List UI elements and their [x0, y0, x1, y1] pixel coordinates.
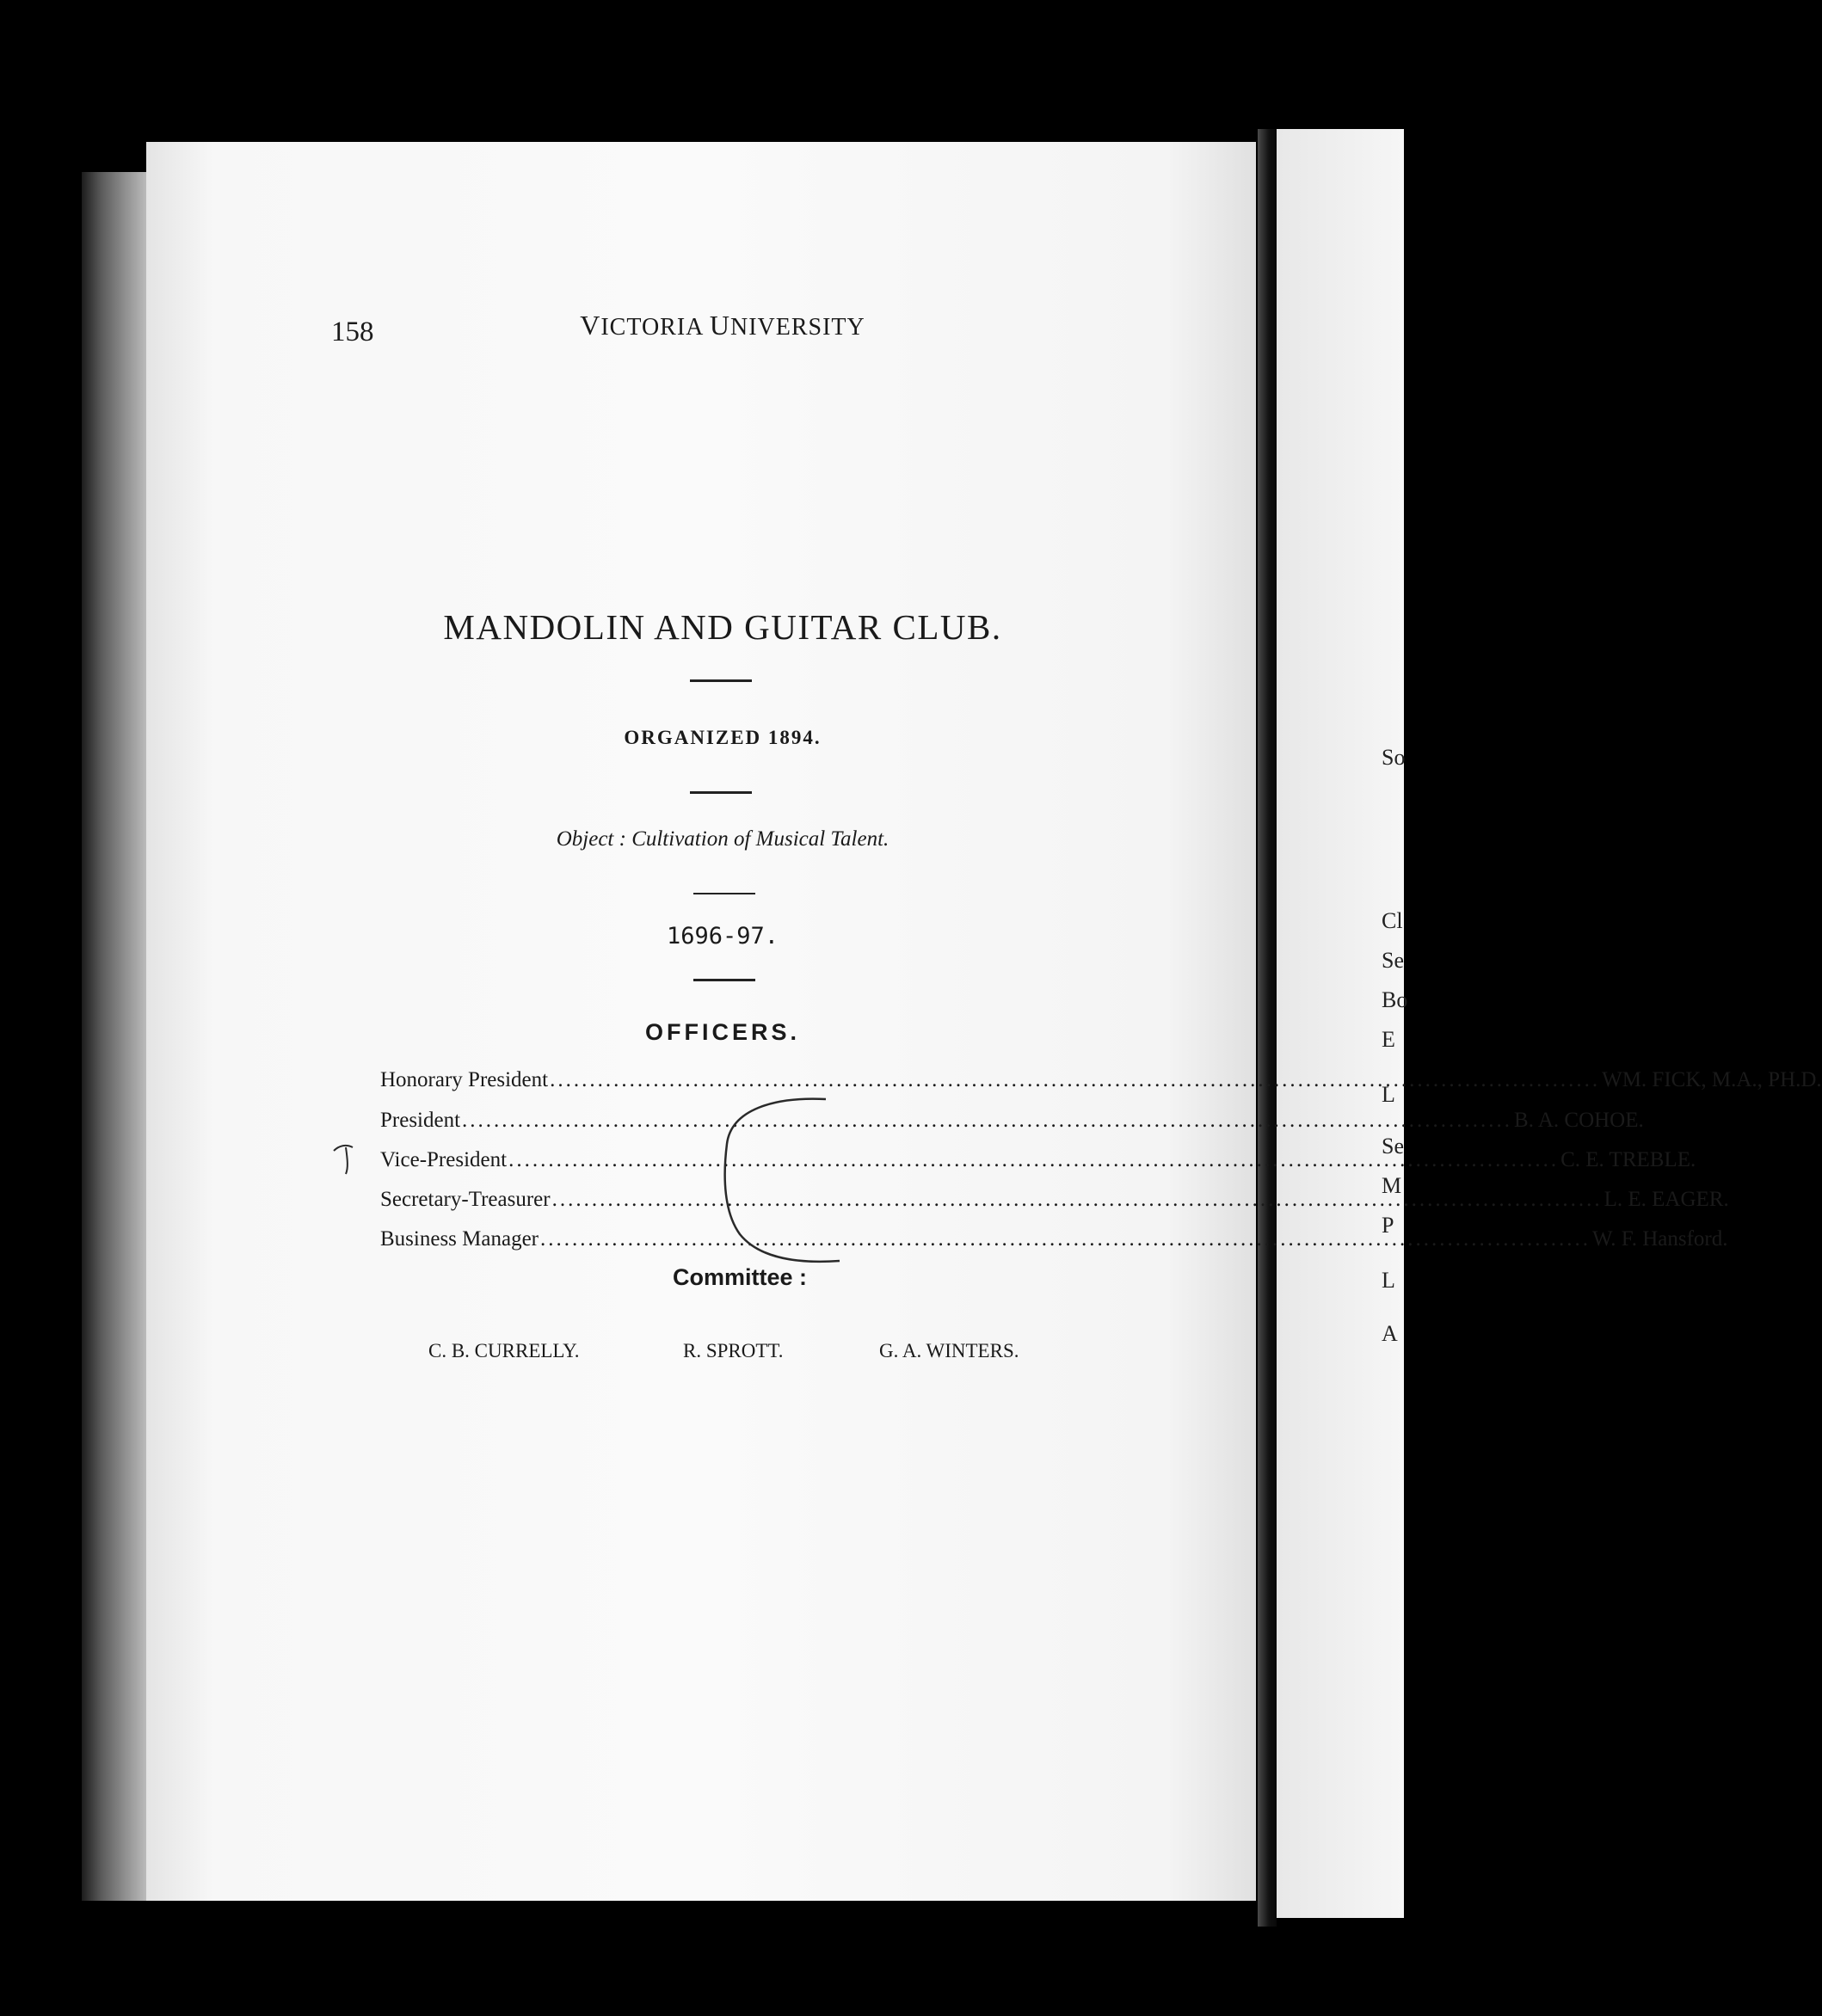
committee-member: G. A. WINTERS.	[879, 1340, 1019, 1361]
organized-line: ORGANIZED 1894.	[624, 727, 822, 748]
officer-role: Vice-President	[380, 1148, 508, 1171]
adjacent-page-text: Cl	[1382, 908, 1403, 933]
object-text: Cultivation of Musical Talent.	[631, 827, 889, 851]
divider-rule	[693, 893, 755, 894]
divider-rule	[693, 979, 755, 981]
adjacent-page-text: Bo	[1382, 987, 1408, 1012]
officer-role: Business Manager	[380, 1227, 539, 1251]
adjacent-page-text: L	[1382, 1268, 1395, 1293]
adjacent-page-text: M	[1382, 1173, 1402, 1198]
adjacent-page-text: E	[1382, 1027, 1395, 1052]
adjacent-page-text: Se	[1382, 948, 1404, 973]
committee-member: C. B. CURRELLY.	[428, 1340, 580, 1361]
leader-dots	[550, 1068, 1600, 1092]
officer-role: President	[380, 1109, 461, 1132]
club-title: MANDOLIN AND GUITAR CLUB.	[443, 607, 1002, 647]
officer-role: Secretary-Treasurer	[380, 1188, 551, 1211]
handwritten-bracket-mark	[327, 1092, 860, 1273]
book-gutter	[1258, 129, 1277, 1927]
committee-heading: Committee :	[672, 1264, 807, 1290]
adjacent-page-text: A	[1382, 1321, 1398, 1346]
officer-name: WM. FICK, M.A., PH.D.	[1602, 1068, 1822, 1091]
running-head	[482, 310, 963, 341]
page-number: 158	[331, 317, 374, 347]
committee-member: R. SPROTT.	[683, 1340, 784, 1361]
officer-role: Honorary President	[380, 1068, 549, 1091]
running-head-v: V	[580, 310, 601, 341]
adjacent-page-text: P	[1382, 1213, 1394, 1238]
object-line	[413, 827, 1032, 851]
season-year: 1696-97.	[666, 923, 779, 950]
adjacent-page-text: Se	[1382, 1134, 1404, 1159]
adjacent-page-text: So	[1382, 745, 1406, 770]
running-head-niversity: NIVERSITY	[729, 314, 865, 341]
divider-rule	[690, 679, 752, 682]
officers-heading: OFFICERS.	[644, 1019, 800, 1045]
divider-rule	[690, 791, 752, 794]
officer-name: W. F. Hansford.	[1592, 1227, 1728, 1251]
officer-name: B. A. COHOE.	[1514, 1109, 1644, 1132]
adjacent-page-text: L	[1382, 1082, 1395, 1107]
object-label: Object :	[556, 827, 626, 851]
running-head-ictoria: ICTORIA	[600, 314, 703, 341]
officer-name: L. E. EAGER.	[1603, 1188, 1729, 1211]
officer-name: C. E. TREBLE.	[1560, 1148, 1696, 1171]
adjacent-page	[1277, 129, 1404, 1918]
running-head-u: U	[709, 310, 730, 341]
